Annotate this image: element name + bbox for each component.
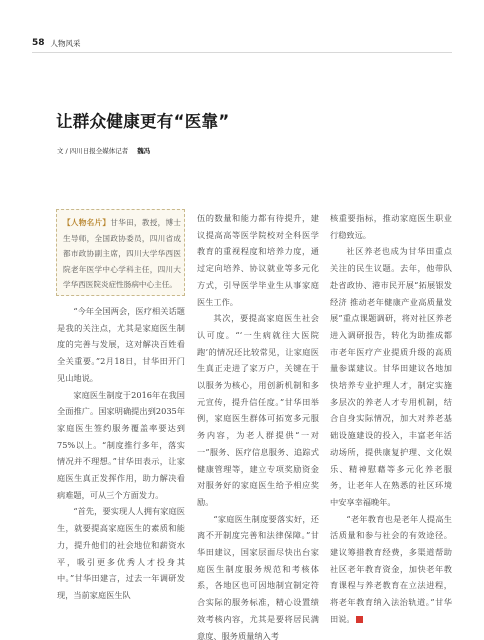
header-divider — [32, 52, 452, 53]
profile-body: 甘华田，教授，博士生导师，全国政协委员，四川省成都市政协副主席，四川大学华西医院老年医学中心学科主任，四川大学华西医院炎症性肠病中心主任。 — [63, 218, 182, 289]
paragraph-last — [330, 511, 452, 628]
article-title: 让群众健康更有“医靠” — [56, 112, 230, 131]
byline-outlet: 四川日报全媒体记者 — [69, 147, 129, 155]
page-header — [32, 36, 81, 50]
paragraph: 家庭医生制度于2016年在我国全面推广。国家明确提出到2035年家庭医生签约服务覆盖率要达到75%以上。“制度推行多年，落实情况并不理想。”甘华田表示，让家庭医生真正发挥作用，助力解决看病难题，可从三个方面发力。 — [57, 389, 185, 500]
profile-label: 【人物名片】 — [63, 218, 111, 227]
byline-author: 魏冯 — [137, 147, 151, 155]
byline-prefix: 文 — [57, 147, 64, 155]
column-2 — [197, 210, 319, 640]
paragraph: “首先，要实现人人拥有家庭医生，就要提高家庭医生的素质和能力，提升他们的社会地位和薪资水平，吸引更多优秀人才投身其中。”甘华田建言，过去一年调研发现，当前家庭医生队 — [57, 506, 185, 600]
paragraph: “今年全国两会，医疗相关话题是我的关注点，尤其是家庭医生制度的完善与发展，这对解决百姓看全关重要。”2月18日，甘华田开门见山地说。 — [57, 306, 185, 383]
paragraph-text: “老年教育也是老年人提高生活质量和参与社会的有效途径。建议筹措教育经费，多渠道帮助社区老年教育资金，加快老年教育课程与养老教育在立法进程，将老年教育纳入法治轨道。”甘华田说。 — [330, 513, 452, 624]
paragraph: 社区养老也成为甘华田重点关注的民生议题。去年，他带队赴省政协、港市民开展“拓展银发经济 推动老年健康产业高质量发展”重点课题调研，将对社区养老进入调研报告，转化为助推成都市老年医疗产业提质升级的高质量参谋建议。甘华田建议各地加快培养专业护理人才，制定实施多层次的养老人才专用机制，结合自身实际情况，加大对养老基础设施建设的投入，丰富老年活动场所，提供康复护理、文化娱乐、精神慰藉等多元化养老服务，让老年人在熟悉的社区环境中安享幸福晚年。 — [330, 246, 452, 507]
paragraph: 核重要指标，推动家庭医生职业行稳致远。 — [330, 213, 452, 240]
byline: 文 / 四川日报全媒体记者 魏冯 — [57, 147, 151, 155]
profile-box — [56, 209, 185, 296]
column-3 — [330, 210, 452, 628]
paragraph: “家庭医生制度要落实好，还离不开制度完善和法律保障。”甘华田建议，国家层面尽快出台家庭医生制度服务规范和考核体系，各地区也可因地制宜制定符合实际的服务标准，精心设置绩效考核内容，尤其是要将居民满意度、服务质量纳入考 — [197, 513, 319, 640]
section-name: 人物风采 — [50, 38, 81, 48]
profile-text — [57, 210, 184, 293]
page-number: 58 — [32, 38, 45, 48]
paragraph: 其次，要提高家庭医生社会认可度。“‘一生病就往大医院跑’的情况还比较常见，让家庭医生真正走进了家万户，关键在于以服务为核心，用创新机制和多元宣传，提升信任度。”甘华田举例，家庭医生群体可拓宽多元服务内容，为老人群提供“一对一”服务、医疗信息服务、追踪式健康管理等，建立专项奖励资金对服务好的家庭医生给予相应奖励。 — [197, 313, 319, 507]
column-1 — [57, 303, 185, 604]
paragraph: 伍的数量和能力都有待提升，建议提高高等医学院校对全科医学教育的重视程度和培养力度，通过定向培养、协议就业等多元化方式，引导医学毕业生从事家庭医生工作。 — [197, 213, 319, 307]
end-mark-icon — [356, 616, 363, 623]
